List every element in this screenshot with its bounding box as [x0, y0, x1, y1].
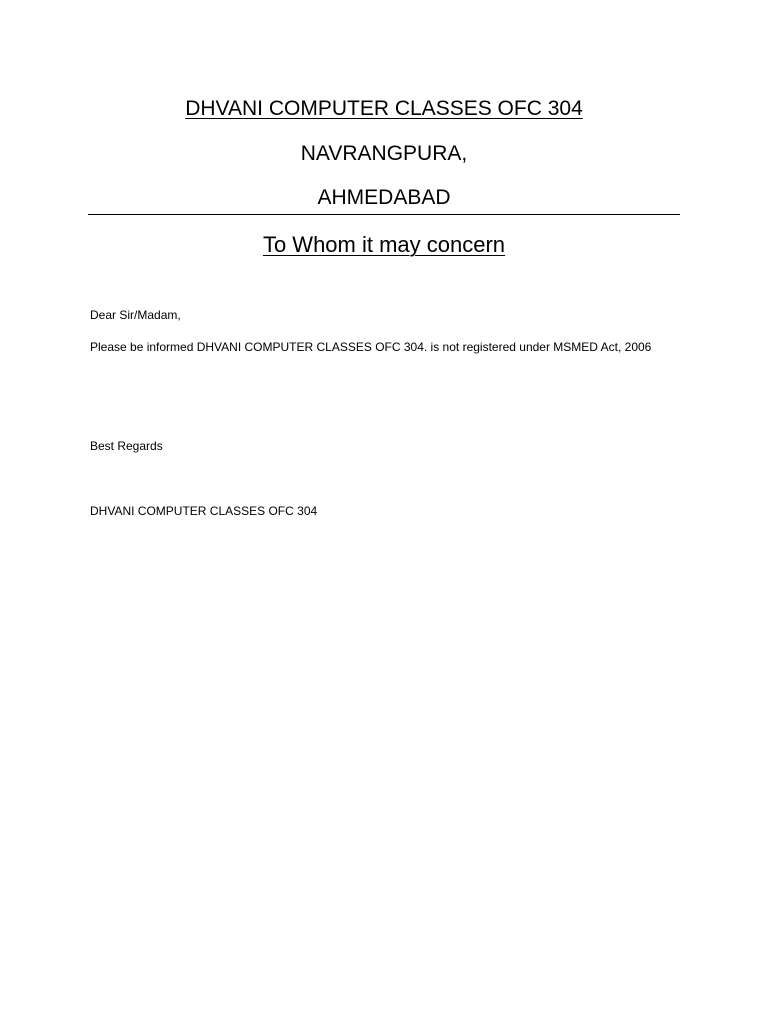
letterhead-line-2: NAVRANGPURA,: [300, 142, 468, 165]
closing: Best Regards: [90, 439, 163, 453]
salutation: Dear Sir/Madam,: [90, 308, 181, 322]
letterhead-line-3: AHMEDABAD: [317, 186, 451, 209]
subject-text: To Whom it may concern: [262, 232, 506, 257]
letterhead-divider: [88, 214, 680, 215]
letterhead-company-name: DHVANI COMPUTER CLASSES OFC 304: [185, 97, 583, 120]
signature: DHVANI COMPUTER CLASSES OFC 304: [90, 504, 318, 518]
subject-line: [0, 231, 768, 258]
body-paragraph: Please be informed DHVANI COMPUTER CLASSES OFC 304. is not registered under MSMED Act, 2006: [90, 340, 652, 354]
letterhead-line-1: [0, 96, 768, 122]
